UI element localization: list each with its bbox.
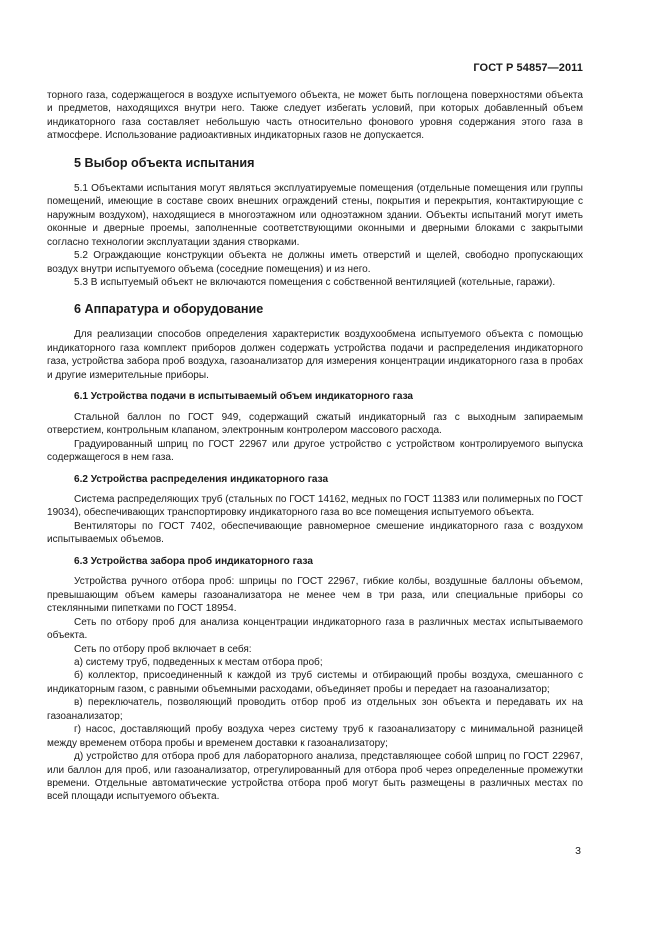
paragraph-6-1-b: Градуированный шприц по ГОСТ 22967 или другое устройство с устройством контролируемого выпуска содержащегося в нем газа. bbox=[47, 438, 583, 464]
list-item: г) насос, доставляющий пробу воздуха через систему труб к газоанализатору с минимальной разницей между временем отбора пробы и временем доставки к газоанализатору; bbox=[47, 724, 583, 749]
paragraph-6-3-b: Сеть по отбору проб для анализа концентрации индикаторного газа в различных местах испытываемого объекта. bbox=[47, 616, 583, 642]
paragraph-6-3-c: Сеть по отбору проб включает в себя: bbox=[74, 643, 252, 655]
subsection-6-1-heading: 6.1 Устройства подачи в испытываемый объем индикаторного газа bbox=[74, 391, 414, 403]
list-item: д) устройство для отбора проб для лабораторного анализа, представляющее собой шприц по ГОСТ 22967, или баллон для проб, или газоанализатор, отрегулированный для отбора проб через определенные промежутки времени. Отдельные автоматические устройства отбора проб могут быть размещены в различных местах по всей площади испытуемого объекта. bbox=[47, 751, 583, 803]
paragraph-5-1: 5.1 Объектами испытания могут являться эксплуатируемые помещения (отдельные помещения или группы помещений, имеющие в составе своих внешних ограждений стены, покрытия и перекрытия, контактирующие с наружным воздухом), находящиеся в многоэтажном или одноэтажном здании. Объекты испытаний могут иметь оконные и дверные проемы, заполненные соответствующими оконными и дверными блоками с закрытыми согласно технологии эксплуатации здания створками. bbox=[47, 182, 583, 248]
page-number: 3 bbox=[575, 845, 581, 857]
paragraph-6-intro: Для реализации способов определения характеристик воздухообмена испытуемого объекта с помощью индикаторного газа комплект приборов должен содержать устройства подачи и распределения индикаторного газа, устройства забора проб воздуха, газоанализатор для измерения концентрации индикаторного газа в пробах и другие измерительные приборы. bbox=[47, 329, 583, 381]
list-item: а) систему труб, подведенных к местам отбора проб; bbox=[74, 656, 323, 668]
subsection-6-3-heading: 6.3 Устройства забора проб индикаторного газа bbox=[74, 555, 313, 567]
paragraph-5-3: 5.3 В испытуемый объект не включаются помещения с собственной вентиляцией (котельные, гаражи). bbox=[74, 276, 556, 288]
paragraph-6-3-a: Устройства ручного отбора проб: шприцы по ГОСТ 22967, гибкие колбы, воздушные баллоны объемом, превышающим объем камеры газоанализатора не менее чем в три раза, или специальные приборы со стеклянными пипетками по ГОСТ 18954. bbox=[47, 576, 583, 615]
subsection-6-2-heading: 6.2 Устройства распределения индикаторного газа bbox=[74, 473, 329, 485]
paragraph-6-2-a: Система распределяющих труб (стальных по ГОСТ 14162, медных по ГОСТ 11383 или полимерных по ГОСТ 19034), обеспечивающих транспортировку индикаторного газа во все помещения испытуемого объекта. bbox=[47, 493, 583, 519]
list-item: б) коллектор, присоединенный к каждой из труб системы и отбирающий пробы воздуха, смешанного с индикаторным газом, с равными объемными расходами, объединяет пробы и передает на газоанализатор; bbox=[47, 670, 583, 695]
paragraph-6-1-a: Стальной баллон по ГОСТ 949, содержащий сжатый индикаторный газ с выходным запираемым отверстием, контрольным клапаном, электронным контролером массового расхода. bbox=[47, 411, 583, 437]
section-5-heading: 5 Выбор объекта испытания bbox=[74, 155, 255, 170]
list-item: в) переключатель, позволяющий проводить отбор проб из отдельных зон объекта и передавать их на газоанализатор; bbox=[47, 697, 583, 722]
section-6-heading: 6 Аппаратура и оборудование bbox=[74, 302, 264, 317]
intro-paragraph: торного газа, содержащегося в воздухе испытуемого объекта, не может быть поглощена поверхностями объекта и предметов, находящихся внутри него. Также следует избегать условий, при которых добавленный объем индикаторного газа составляет небольшую часть относительно фонового уровня содержания этого газа в атмосфере. Использование радиоактивных индикаторных газов не допускается. bbox=[47, 90, 583, 142]
document-code: ГОСТ Р 54857—2011 bbox=[473, 62, 583, 74]
page-content bbox=[47, 89, 583, 804]
paragraph-5-2: 5.2 Ограждающие конструкции объекта не должны иметь отверстий и щелей, свободно пропускающих воздух внутри испытуемого объема (соседние помещения) и из него. bbox=[47, 250, 583, 275]
paragraph-6-2-b: Вентиляторы по ГОСТ 7402, обеспечивающие равномерное смешение индикаторного газа с воздухом испытываемых объемов. bbox=[47, 520, 583, 546]
